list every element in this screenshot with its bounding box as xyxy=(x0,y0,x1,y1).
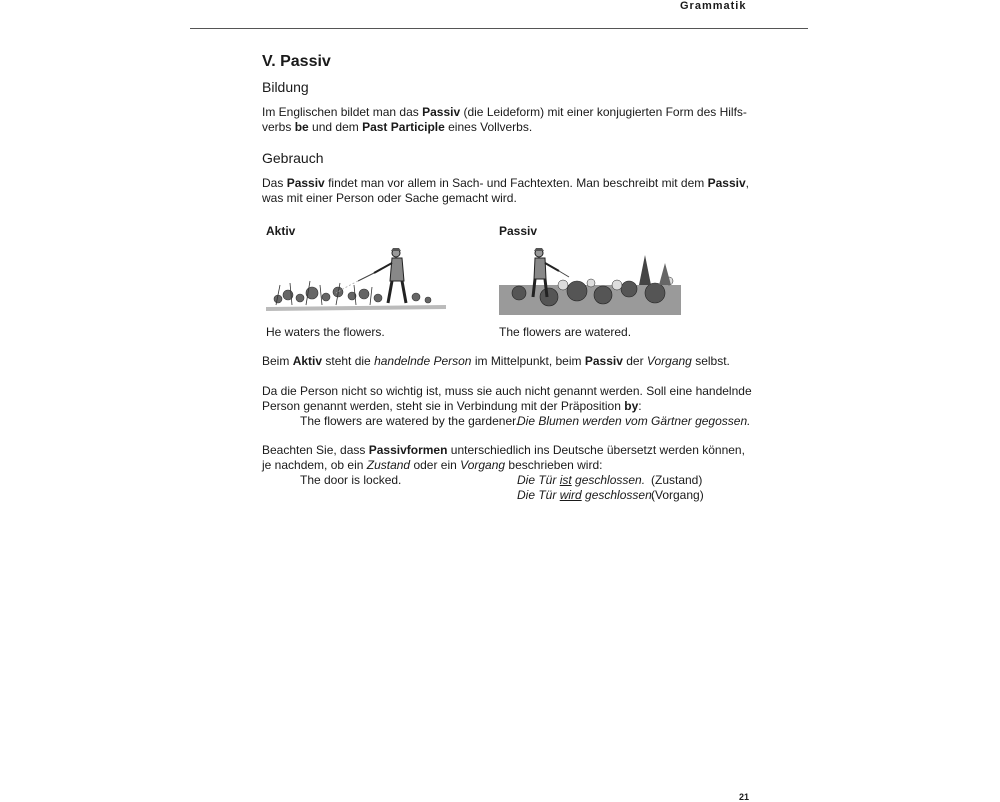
vorgang-tag: (Vorgang) xyxy=(651,488,704,502)
aktiv-caption: He waters the flowers. xyxy=(266,325,385,339)
door-example-vorgang: Die Tür wird geschlossen. xyxy=(517,488,656,502)
door-example-english: The door is locked. xyxy=(300,473,402,487)
passiv-caption: The flowers are watered. xyxy=(499,325,632,339)
bildung-section xyxy=(262,78,762,135)
bildung-paragraph: Im Englischen bildet man das Passiv (die Leideform) mit einer konjugierten Form des Hilfs- verbs be und dem Past Participle eines Vollverbs. xyxy=(262,105,747,134)
aktiv-illustration-block xyxy=(266,224,456,340)
header-rule xyxy=(190,28,808,29)
door-example-zustand: Die Tür ist geschlossen. xyxy=(517,473,646,487)
page-number: 21 xyxy=(739,792,750,802)
header-section-label: Grammatik xyxy=(680,0,747,12)
by-example-german: Die Blumen werden vom Gärtner gegossen. xyxy=(517,414,751,428)
aktiv-label: Aktiv xyxy=(266,224,296,238)
page-content xyxy=(262,48,762,502)
door-example-row-2 xyxy=(262,488,762,503)
watered-flowers-image xyxy=(499,245,681,317)
gebrauch-heading: Gebrauch xyxy=(262,150,324,166)
by-example-english: The flowers are watered by the gardener. xyxy=(300,414,519,428)
beachten-section xyxy=(262,443,762,503)
zustand-tag: (Zustand) xyxy=(651,473,703,487)
beachten-paragraph: Beachten Sie, dass Passivformen unterschiedlich ins Deutsche übersetzt werden können, je nachdem, ob ein Zustand oder ein Vorgang beschrieben wird: xyxy=(262,443,745,472)
page-title: V. Passiv xyxy=(262,53,331,70)
person-section xyxy=(262,384,762,429)
gardener-watering-flowers-image xyxy=(266,245,446,317)
person-paragraph: Da die Person nicht so wichtig ist, muss sie auch nicht genannt werden. Soll eine handelnde Person genannt werden, steht sie in Verbindung mit der Präposition by: xyxy=(262,384,752,413)
gebrauch-section xyxy=(262,149,762,206)
aktiv-passiv-explanation: Beim Aktiv steht die handelnde Person im Mittelpunkt, beim Passiv der Vorgang selbst. xyxy=(262,354,730,368)
gebrauch-paragraph: Das Passiv findet man vor allem in Sach- und Fachtexten. Man beschreibt mit dem Passiv, was mit einer Person oder Sache gemacht wird. xyxy=(262,176,749,205)
door-example-row-1 xyxy=(262,473,762,488)
passiv-illustration-block xyxy=(499,224,689,340)
bildung-heading: Bildung xyxy=(262,79,309,95)
by-example-row xyxy=(262,414,762,429)
passiv-label: Passiv xyxy=(499,224,538,238)
